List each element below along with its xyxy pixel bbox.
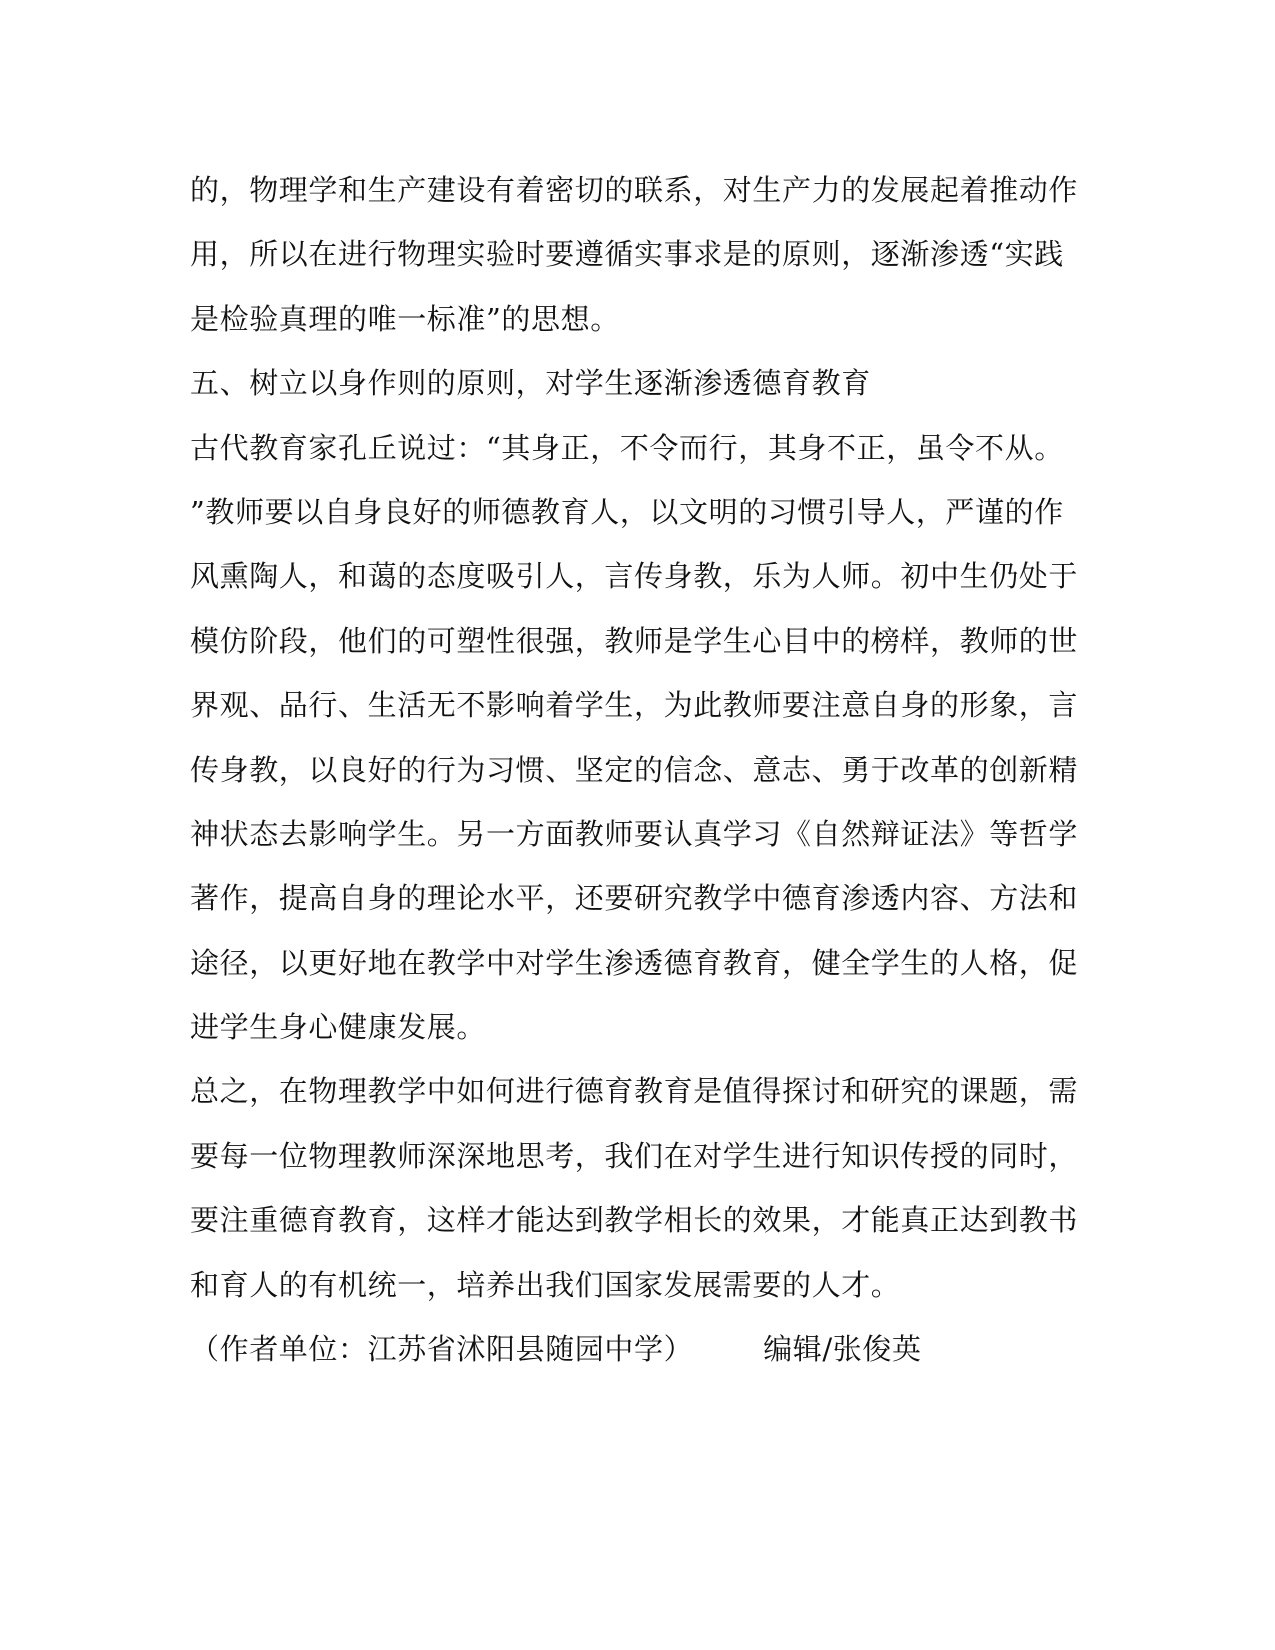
text-line-13: 途径，以更好地在教学中对学生渗透德育教育，健全学生的人格，促 bbox=[190, 945, 1079, 980]
credits-line bbox=[190, 1317, 1070, 1381]
author-unit: （作者单位：江苏省沭阳县随园中学） bbox=[190, 1332, 694, 1367]
text-line-12: 著作，提高自身的理论水平，还要研究教学中德育渗透内容、方法和 bbox=[190, 881, 1079, 916]
text-line-11: 神状态去影响学生。另一方面教师要认真学习《自然辩证法》等哲学 bbox=[190, 816, 1079, 851]
document-page bbox=[190, 158, 1079, 1381]
text-line-18: 和育人的有机统一，培养出我们国家发展需要的人才。 bbox=[190, 1267, 901, 1302]
text-line-15: 总之，在物理教学中如何进行德育教育是值得探讨和研究的课题，需 bbox=[190, 1074, 1079, 1109]
text-line-7: 风熏陶人，和蔼的态度吸引人，言传身教，乐为人师。初中生仍处于 bbox=[190, 559, 1079, 594]
section-heading: 五、树立以身作则的原则，对学生逐渐渗透德育教育 bbox=[190, 366, 871, 401]
text-line-17: 要注重德育教育，这样才能达到教学相长的效果，才能真正达到教书 bbox=[190, 1203, 1079, 1238]
text-line-1: 的，物理学和生产建设有着密切的联系，对生产力的发展起着推动作 bbox=[190, 173, 1079, 207]
editor-credit: 编辑/张俊英 bbox=[763, 1332, 922, 1367]
text-line-14: 进学生身心健康发展。 bbox=[190, 1010, 487, 1045]
text-line-6: ”教师要以自身良好的师德教育人，以文明的习惯引导人，严谨的作 bbox=[190, 494, 1064, 529]
text-line-8: 模仿阶段，他们的可塑性很强，教师是学生心目中的榜样，教师的世 bbox=[190, 623, 1079, 658]
text-line-5: 古代教育家孔丘说过：“其身正，不令而行，其身不正，虽令不从。 bbox=[190, 430, 1064, 465]
text-line-9: 界观、品行、生活无不影响着学生，为此教师要注意自身的形象，言 bbox=[190, 688, 1079, 723]
text-line-10: 传身教，以良好的行为习惯、坚定的信念、意志、勇于改革的创新精 bbox=[190, 752, 1079, 787]
text-line-16: 要每一位物理教师深深地思考，我们在对学生进行知识传授的同时， bbox=[190, 1138, 1079, 1173]
text-line-2: 用，所以在进行物理实验时要遵循实事求是的原则，逐渐渗透“实践 bbox=[190, 237, 1064, 272]
text-line-3: 是检验真理的唯一标准”的思想。 bbox=[190, 301, 620, 336]
